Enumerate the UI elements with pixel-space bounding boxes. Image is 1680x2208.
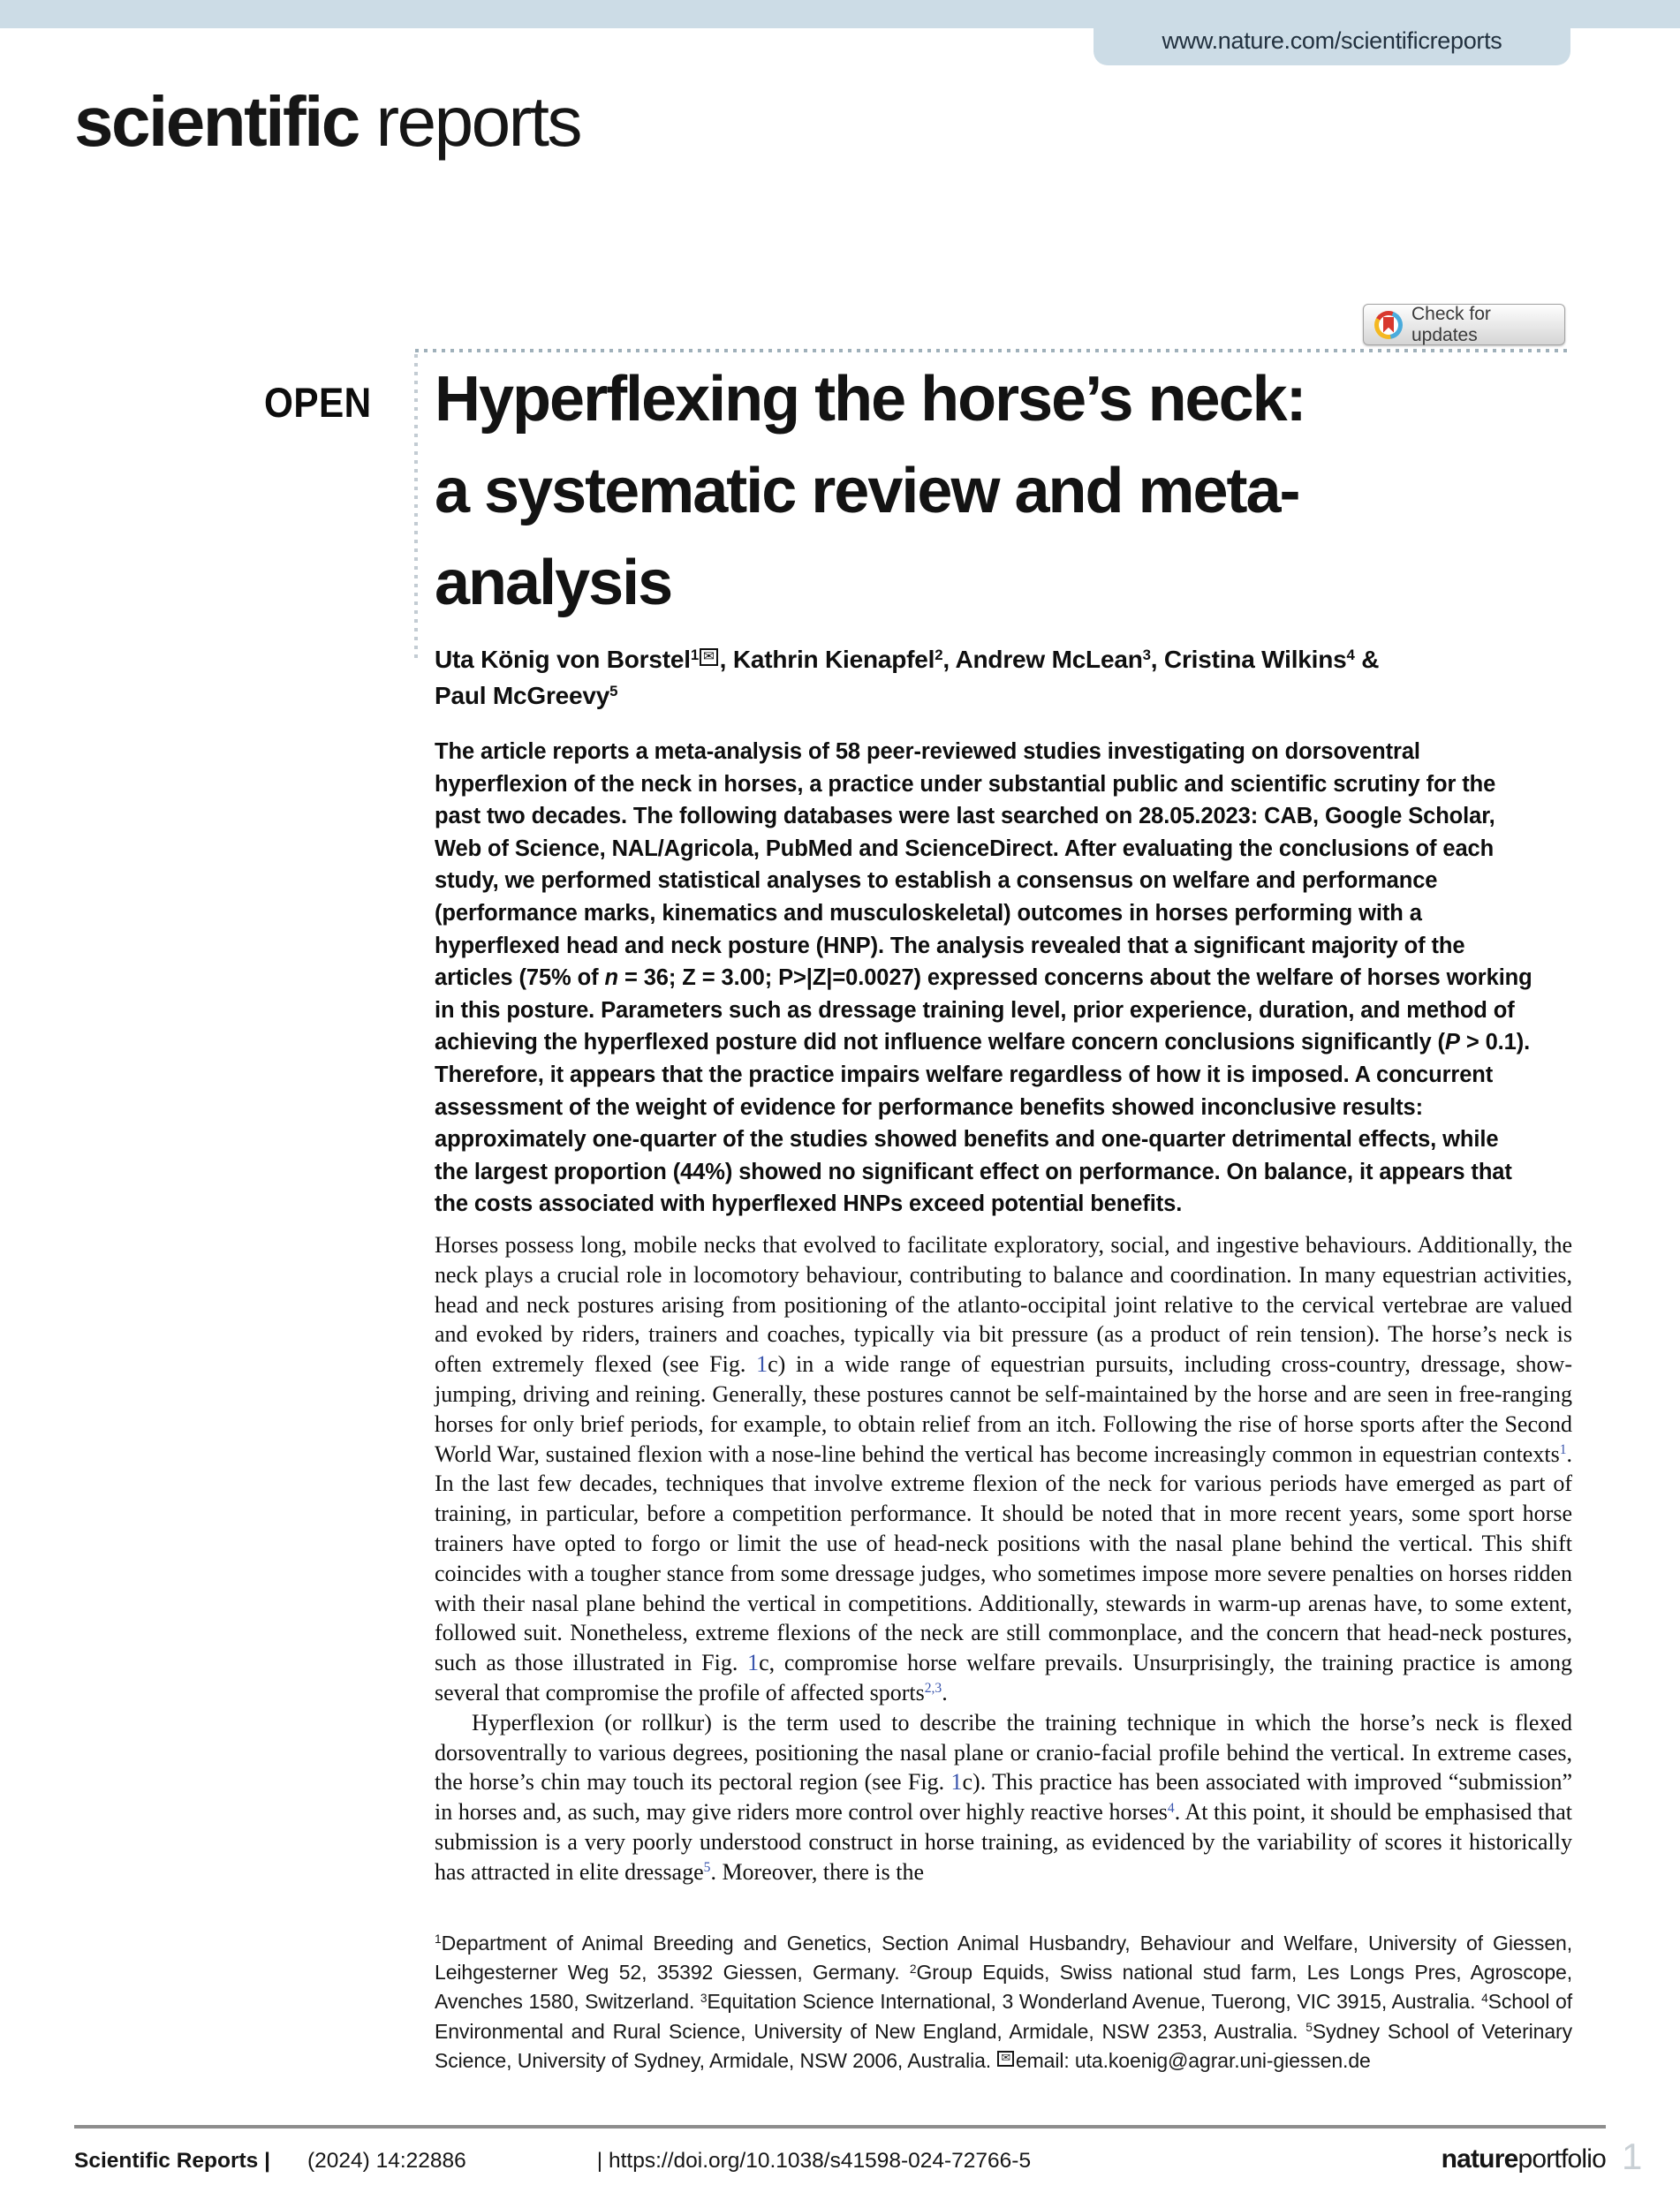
journal-logo-light: reports bbox=[358, 82, 581, 161]
footer-citation: (2024) 14:22886 bbox=[306, 2149, 466, 2173]
affiliations-footnote: $^1$Department of Animal Breeding and Genetics, Section Animal Husbandry, Behaviour and Welfare, University of Giessen, Leihgesterner Weg 52, 35392 Giessen, Germany. $^2$Group Equids, Swiss national stud farm, Les Longs Pres, Agroscope, Avenches 1580, Switzerland. $^3$Equitation Science International, 3 Wonderland Avenue, Tuerong, VIC 3915, Australia. $^4$School of Environmental and Rural Science, University of New England, Armidale, NSW 2353, Australia. $^5$Sydney School of Veterinary Science, University of Sydney, Armidale, NSW 2006, Australia. ✉ email: uta.koenig@agrar.uni-giessen.de bbox=[435, 1932, 1573, 2072]
doi-link[interactable]: | https://doi.org/10.1038/s41598-024-72766-5 bbox=[596, 2149, 1032, 2173]
email-link[interactable]: uta.koenig@agrar.uni-giessen.de bbox=[1074, 2048, 1371, 2072]
body-paragraph-2: Hyperflexion (or rollkur) is the term used to describe the training technique in which the horse’s neck is flexed dorsoventrally to various degrees, positioning the nasal plane or cranio-facial profile behind the vertical. In extreme cases, the horse’s chin may touch its pectoral region (see Fig. 1c). This practice has been associated with improved “submission” in horses and, as such, may give riders more control over highly reactive horses$^4$. At this point, it should be emphasised that submission is a very poorly understood construct in horse training, as evidenced by the variability of scores it historically has attracted in elite dressage$^5$. Moreover, there is the bbox=[435, 1709, 1573, 1885]
crossmark-icon bbox=[1374, 311, 1403, 339]
nature-portfolio-logo bbox=[1442, 2144, 1606, 2174]
site-url-tab[interactable] bbox=[1094, 0, 1570, 65]
reference-link[interactable]: 1 bbox=[950, 1769, 963, 1796]
envelope-icon: ✉ bbox=[997, 2051, 1014, 2067]
nature-wordmark: nature bbox=[1441, 2144, 1518, 2174]
dotted-vertical-rule bbox=[414, 354, 418, 663]
journal-logo bbox=[74, 81, 580, 163]
site-url[interactable]: www.nature.com/scientificreports bbox=[1162, 27, 1502, 54]
reference-link[interactable]: 5 bbox=[703, 1860, 711, 1876]
reference-link[interactable]: 1 bbox=[756, 1351, 768, 1378]
page-number: 1 bbox=[1622, 2136, 1643, 2177]
journal-logo-bold: scientific bbox=[74, 82, 359, 161]
reference-link[interactable]: 2,3 bbox=[924, 1681, 942, 1697]
envelope-icon: ✉ bbox=[700, 648, 718, 666]
check-for-updates-button[interactable] bbox=[1363, 304, 1565, 345]
abstract: The article reports a meta-analysis of 58 peer-reviewed studies investigating on dorsoventral hyperflexion of the neck in horses, a practice under substantial public and scientific scrutiny for the past two decades. The following databases were last searched on 28.05.2023: CAB, Google Scholar, Web of Science, NAL/Agricola, PubMed and ScienceDirect. After evaluating the conclusions of each study, we performed statistical analyses to establish a consensus on welfare and performance (performance marks, kinematics and musculoskeletal) outcomes in horses performing with a hyperflexed head and neck posture (HNP). The analysis revealed that a significant majority of the articles (75% of n = 36; Z = 3.00; P>|Z|=0.0027) expressed concerns about the welfare of horses working in this posture. Parameters such as dressage training level, prior experience, duration, and method of achieving the hyperflexed posture did not influence welfare concern conclusions significantly (P > 0.1). Therefore, it appears that the practice impairs welfare regardless of how it is imposed. A concurrent assessment of the weight of evidence for performance benefits showed inconclusive results: approximately one-quarter of the studies showed benefits and one-quarter detrimental effects, while the largest proportion (44%) showed no significant effect on performance. On balance, it appears that the costs associated with hyperflexed HNPs exceed potential benefits. bbox=[435, 739, 1532, 1217]
portfolio-wordmark: portfolio bbox=[1517, 2144, 1606, 2174]
footer-rule bbox=[74, 2125, 1606, 2129]
dotted-divider bbox=[415, 349, 1568, 352]
footer-journal-name: Scientific Reports | bbox=[74, 2149, 270, 2173]
reference-link[interactable]: 4 bbox=[1167, 1800, 1175, 1816]
reference-link[interactable]: 1 bbox=[747, 1650, 760, 1676]
article-title-line-1: Hyperflexing the horse’s neck: bbox=[435, 364, 1305, 435]
author-list: Uta König von Borstel$^1$ ✉ , Kathrin Kienapfel$^2$, Andrew McLean$^3$, Cristina Wilkins$^4$ & Paul McGreevy$^5$ bbox=[435, 646, 1380, 709]
reference-link[interactable]: 1 bbox=[1559, 1442, 1567, 1457]
page-footer bbox=[74, 2144, 1606, 2174]
article-title-line-2: a systematic review and meta- bbox=[435, 456, 1299, 526]
check-for-updates-label: Check for updates bbox=[1411, 303, 1491, 345]
body-paragraph-1: Horses possess long, mobile necks that evolved to facilitate exploratory, social, and ingestive behaviours. Additionally, the neck plays a crucial role in locomotory behaviour, contributing to balance and coordination. In many equestrian activities, head and neck postures arising from positioning of the atlanto-occipital joint relative to the cervical vertebrae are valued and evoked by riders, trainers and coaches, typically via bit pressure (as a product of rein tension). The horse’s neck is often extremely flexed (see Fig. 1c) in a wide range of equestrian pursuits, including cross-country, dressage, show-jumping, driving and reining. Generally, these postures cannot be self-maintained by the horse and are seen in free-ranging horses for only brief periods, for example, to obtain relief from an itch. Following the rise of horse sports after the Second World War, sustained flexion with a nose-line behind the vertical has become increasingly common in equestrian contexts$^1$. In the last few decades, techniques that involve extreme flexion of the neck for various periods have emerged as part of training, in particular, before a competition performance. It should be noted that in more recent years, some sport horse trainers have opted to forgo or limit the use of head-neck positions with the nasal plane behind the vertical. This shift coincides with a tougher stance from some dressage judges, who sometimes impose more severe penalties on horses ridden with their nasal plane behind the vertical in competitions. Additionally, stewards in warm-up arenas have, to some extent, followed suit. Nonetheless, extreme flexions of the neck are still commonplace, and the concern that head-neck postures, such as those illustrated in Fig. 1c, compromise horse welfare prevails. Unsurprisingly, the training practice is among several that compromise the profile of affected sports$^{2,3}$. bbox=[435, 1232, 1572, 1705]
article-body bbox=[435, 1230, 1572, 1887]
article-title bbox=[435, 353, 1592, 629]
open-access-label: OPEN bbox=[264, 379, 372, 426]
article-title-line-3: analysis bbox=[435, 548, 672, 618]
